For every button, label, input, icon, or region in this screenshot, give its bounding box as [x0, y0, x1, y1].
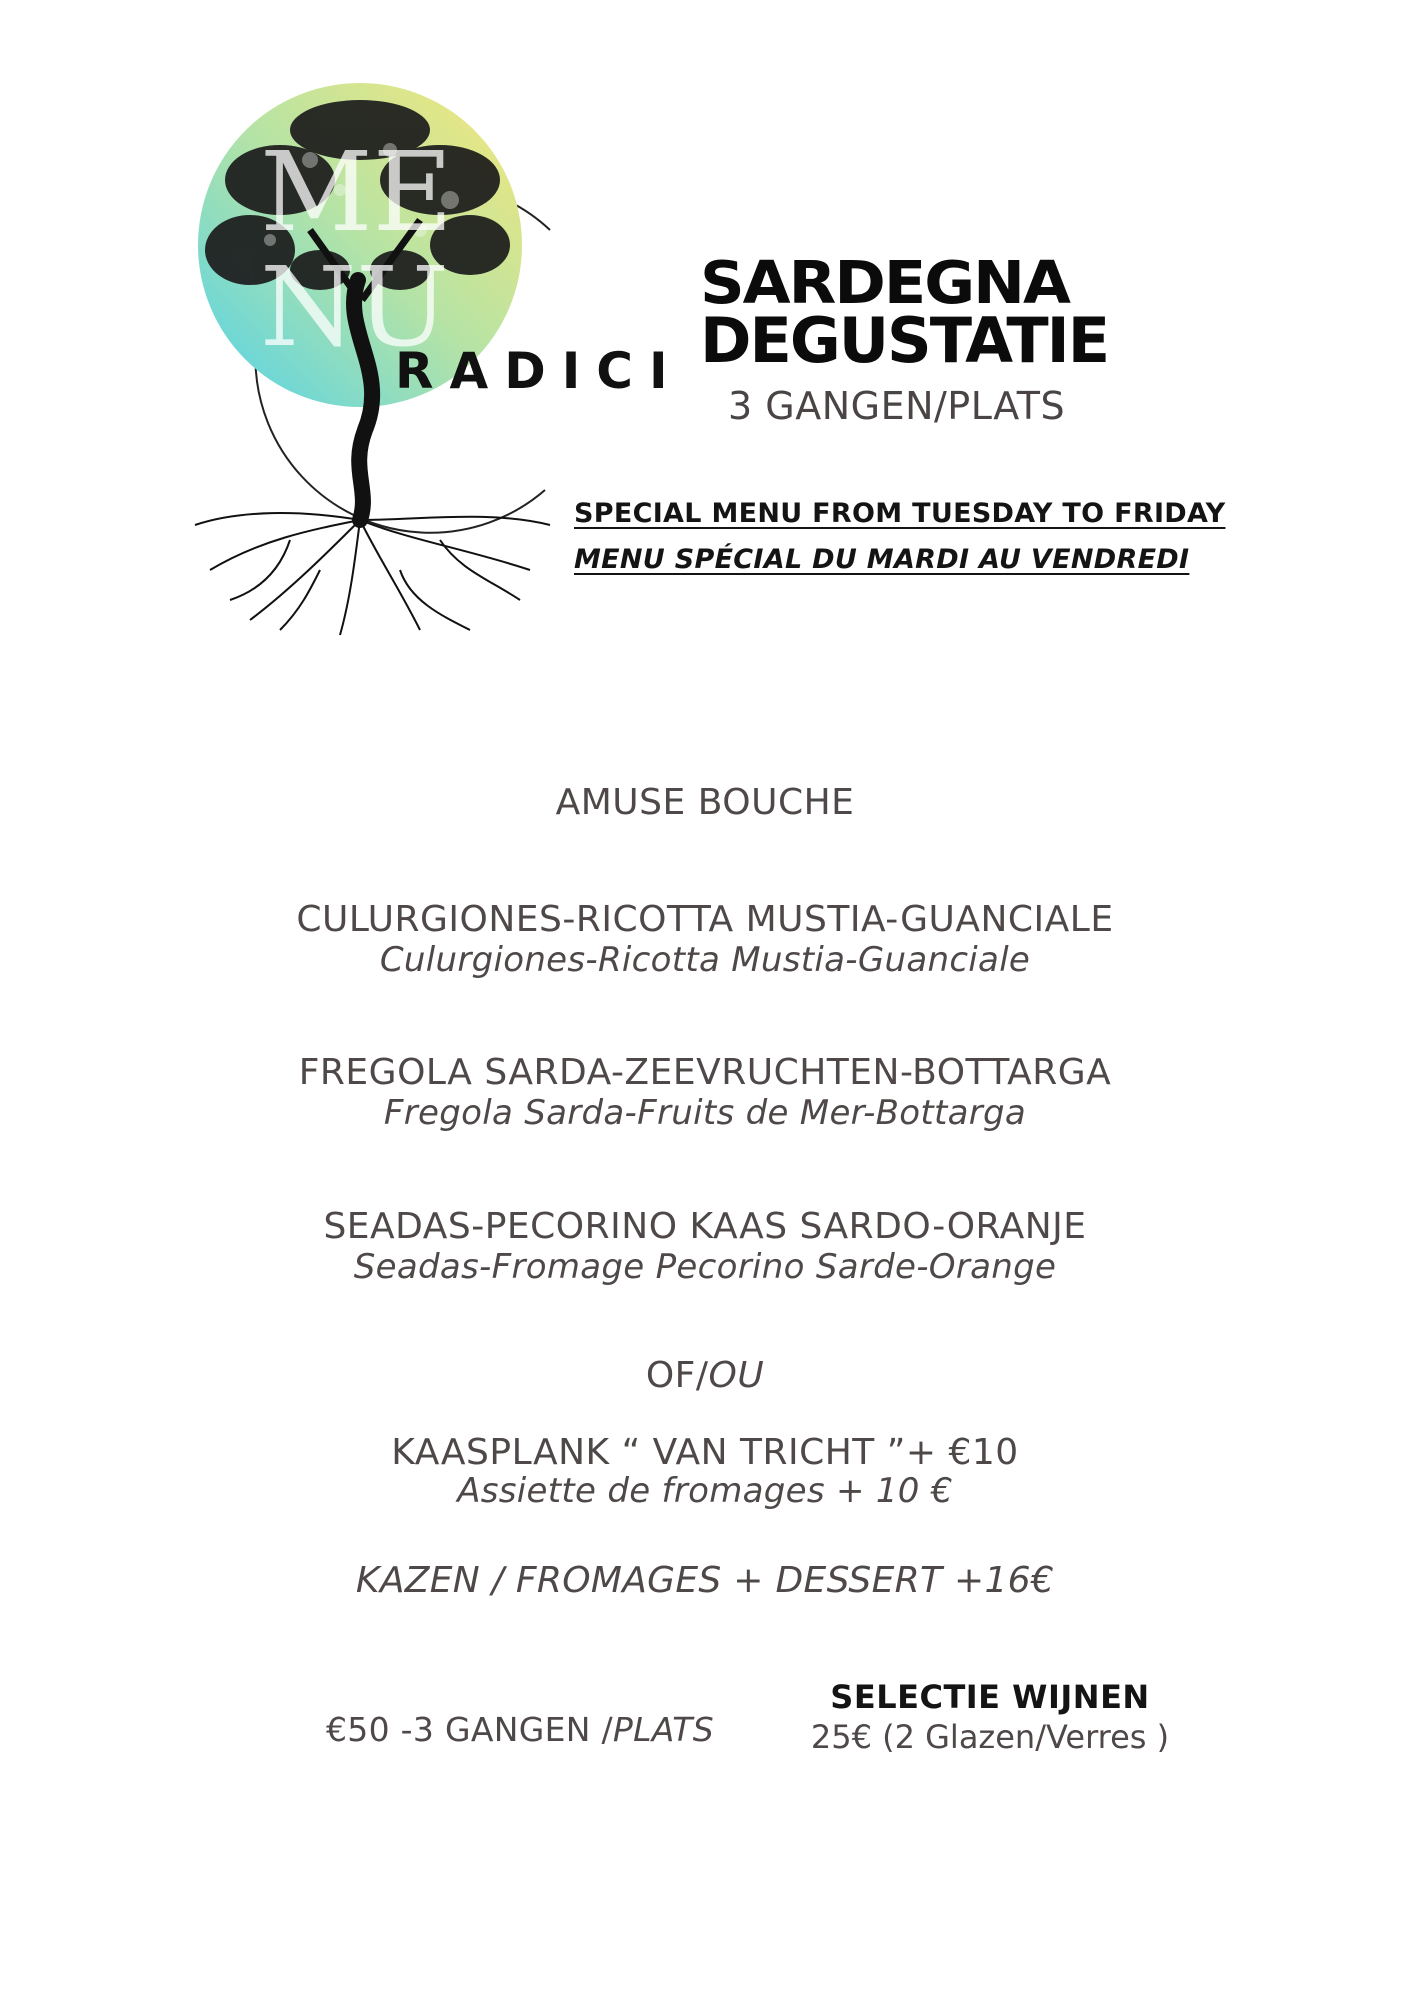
- logo-brand: RADICI: [395, 342, 670, 400]
- logo-menu-line2: NU: [260, 243, 449, 371]
- title-line-1: SARDEGNA: [700, 247, 1069, 318]
- course-3-nl: SEADAS-PECORINO KAAS SARDO-ORANJE: [323, 1206, 1087, 1247]
- amuse-bouche: AMUSE BOUCHE: [555, 782, 855, 823]
- cheese-dessert-combo: KAZEN / FROMAGES + DESSERT +16€: [355, 1560, 1055, 1601]
- menu-price-main: €50 -3 GANGEN /: [326, 1710, 613, 1749]
- logo-menu-line1: ME: [260, 128, 453, 256]
- subtitle: 3 GANGEN/PLATS: [728, 384, 1066, 428]
- or-separator: [205, 1356, 1205, 1396]
- cheese-board-fr: Assiette de fromages + 10 €: [457, 1471, 953, 1511]
- menu-price-plats: PLATS: [612, 1710, 714, 1749]
- title-line-2: DEGUSTATIE: [700, 304, 1109, 377]
- course-1-nl: CULURGIONES-RICOTTA MUSTIA-GUANCIALE: [296, 899, 1114, 940]
- special-menu-fr: MENU SPÉCIAL DU MARDI AU VENDREDI: [574, 544, 1190, 575]
- or-nl: OF/: [645, 1355, 709, 1396]
- or-fr: OU: [708, 1355, 765, 1396]
- course-2-fr: Fregola Sarda-Fruits de Mer-Bottarga: [383, 1093, 1027, 1133]
- course-3-fr: Seadas-Fromage Pecorino Sarde-Orange: [353, 1247, 1057, 1287]
- special-menu-en: SPECIAL MENU FROM TUESDAY TO FRIDAY: [574, 498, 1226, 529]
- course-1-fr: Culurgiones-Ricotta Mustia-Guanciale: [379, 940, 1031, 980]
- wine-selection-price: 25€ (2 Glazen/Verres ): [810, 1718, 1170, 1756]
- course-2-nl: FREGOLA SARDA-ZEEVRUCHTEN-BOTTARGA: [298, 1052, 1112, 1093]
- wine-selection-title: SELECTIE WIJNEN: [830, 1678, 1150, 1716]
- menu-price: [270, 1710, 770, 1749]
- cheese-board-nl: KAASPLANK “ VAN TRICHT ”+ €10: [391, 1432, 1019, 1473]
